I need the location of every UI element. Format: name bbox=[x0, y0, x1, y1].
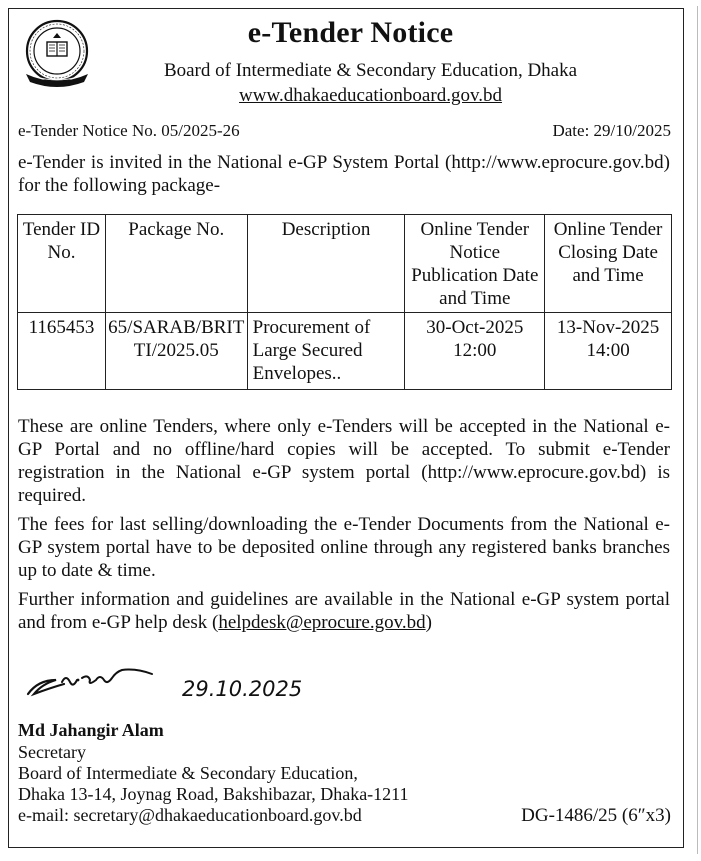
paragraph-further-info bbox=[18, 588, 670, 634]
table-row bbox=[18, 313, 672, 390]
cell-closing: 13-Nov-2025 14:00 bbox=[545, 313, 672, 390]
notice-number: e-Tender Notice No. 05/2025-26 bbox=[18, 121, 240, 140]
col-header-package-no: Package No. bbox=[105, 215, 247, 313]
paragraph-fees: The fees for last selling/downloading the e-Tender Documents from the National e-GP system portal have to be deposited online through any registered banks branches up to date & time. bbox=[18, 514, 670, 581]
organization-name: Board of Intermediate & Secondary Education, Dhaka bbox=[163, 60, 578, 81]
signatory-address: Dhaka 13-14, Joynag Road, Bakshibazar, Dhaka-1211 bbox=[18, 784, 409, 804]
further-info-text: Further information and guidelines are available in the National e-GP system portal and from e-GP help desk ( bbox=[18, 589, 670, 633]
paragraph-online-tenders: These are online Tenders, where only e-Tenders will be accepted in the National e-GP Portal and no offline/hard copies will be accepted. To submit e-Tender registration in the National e-GP system portal (http://www.eprocure.gov.bd) is required. bbox=[18, 416, 670, 506]
dg-code: DG-1486/25 (6″x3) bbox=[521, 805, 671, 826]
cell-package-no: 65/SARAB/BRITTI/2025.05 bbox=[105, 313, 247, 390]
further-info-end: ) bbox=[425, 612, 432, 633]
table-header-row bbox=[18, 215, 672, 313]
signatory-org: Board of Intermediate & Secondary Education, bbox=[18, 763, 358, 783]
intro-paragraph: e-Tender is invited in the National e-GP System Portal (http://www.eprocure.gov.bd) for the following package- bbox=[18, 152, 670, 196]
signatory-name: Md Jahangir Alam bbox=[18, 720, 164, 740]
col-header-publication: Online Tender Notice Publication Date and Time bbox=[405, 215, 545, 313]
page-title: e-Tender Notice bbox=[247, 16, 454, 49]
col-header-closing: Online Tender Closing Date and Time bbox=[545, 215, 672, 313]
col-header-description: Description bbox=[247, 215, 405, 313]
col-header-tender-id: Tender ID No. bbox=[18, 215, 106, 313]
notice-date: Date: 29/10/2025 bbox=[552, 121, 671, 140]
cell-publication: 30-Oct-2025 12:00 bbox=[405, 313, 545, 390]
handwritten-signature bbox=[22, 660, 322, 708]
page-edge-line bbox=[697, 6, 698, 854]
tender-table bbox=[17, 214, 672, 390]
signatory-block bbox=[18, 742, 409, 826]
signatory-email: e-mail: secretary@dhakaeducationboard.gov.bd bbox=[18, 805, 362, 825]
cell-description: Procurement of Large Secured Envelopes.. bbox=[247, 313, 405, 390]
signatory-title: Secretary bbox=[18, 742, 86, 762]
signature-date: 29.10.2025 bbox=[182, 677, 303, 701]
board-website-link[interactable]: www.dhakaeducationboard.gov.bd bbox=[239, 85, 502, 106]
helpdesk-email-link[interactable]: helpdesk@eprocure.gov.bd bbox=[218, 612, 426, 633]
cell-tender-id: 1165453 bbox=[18, 313, 106, 390]
